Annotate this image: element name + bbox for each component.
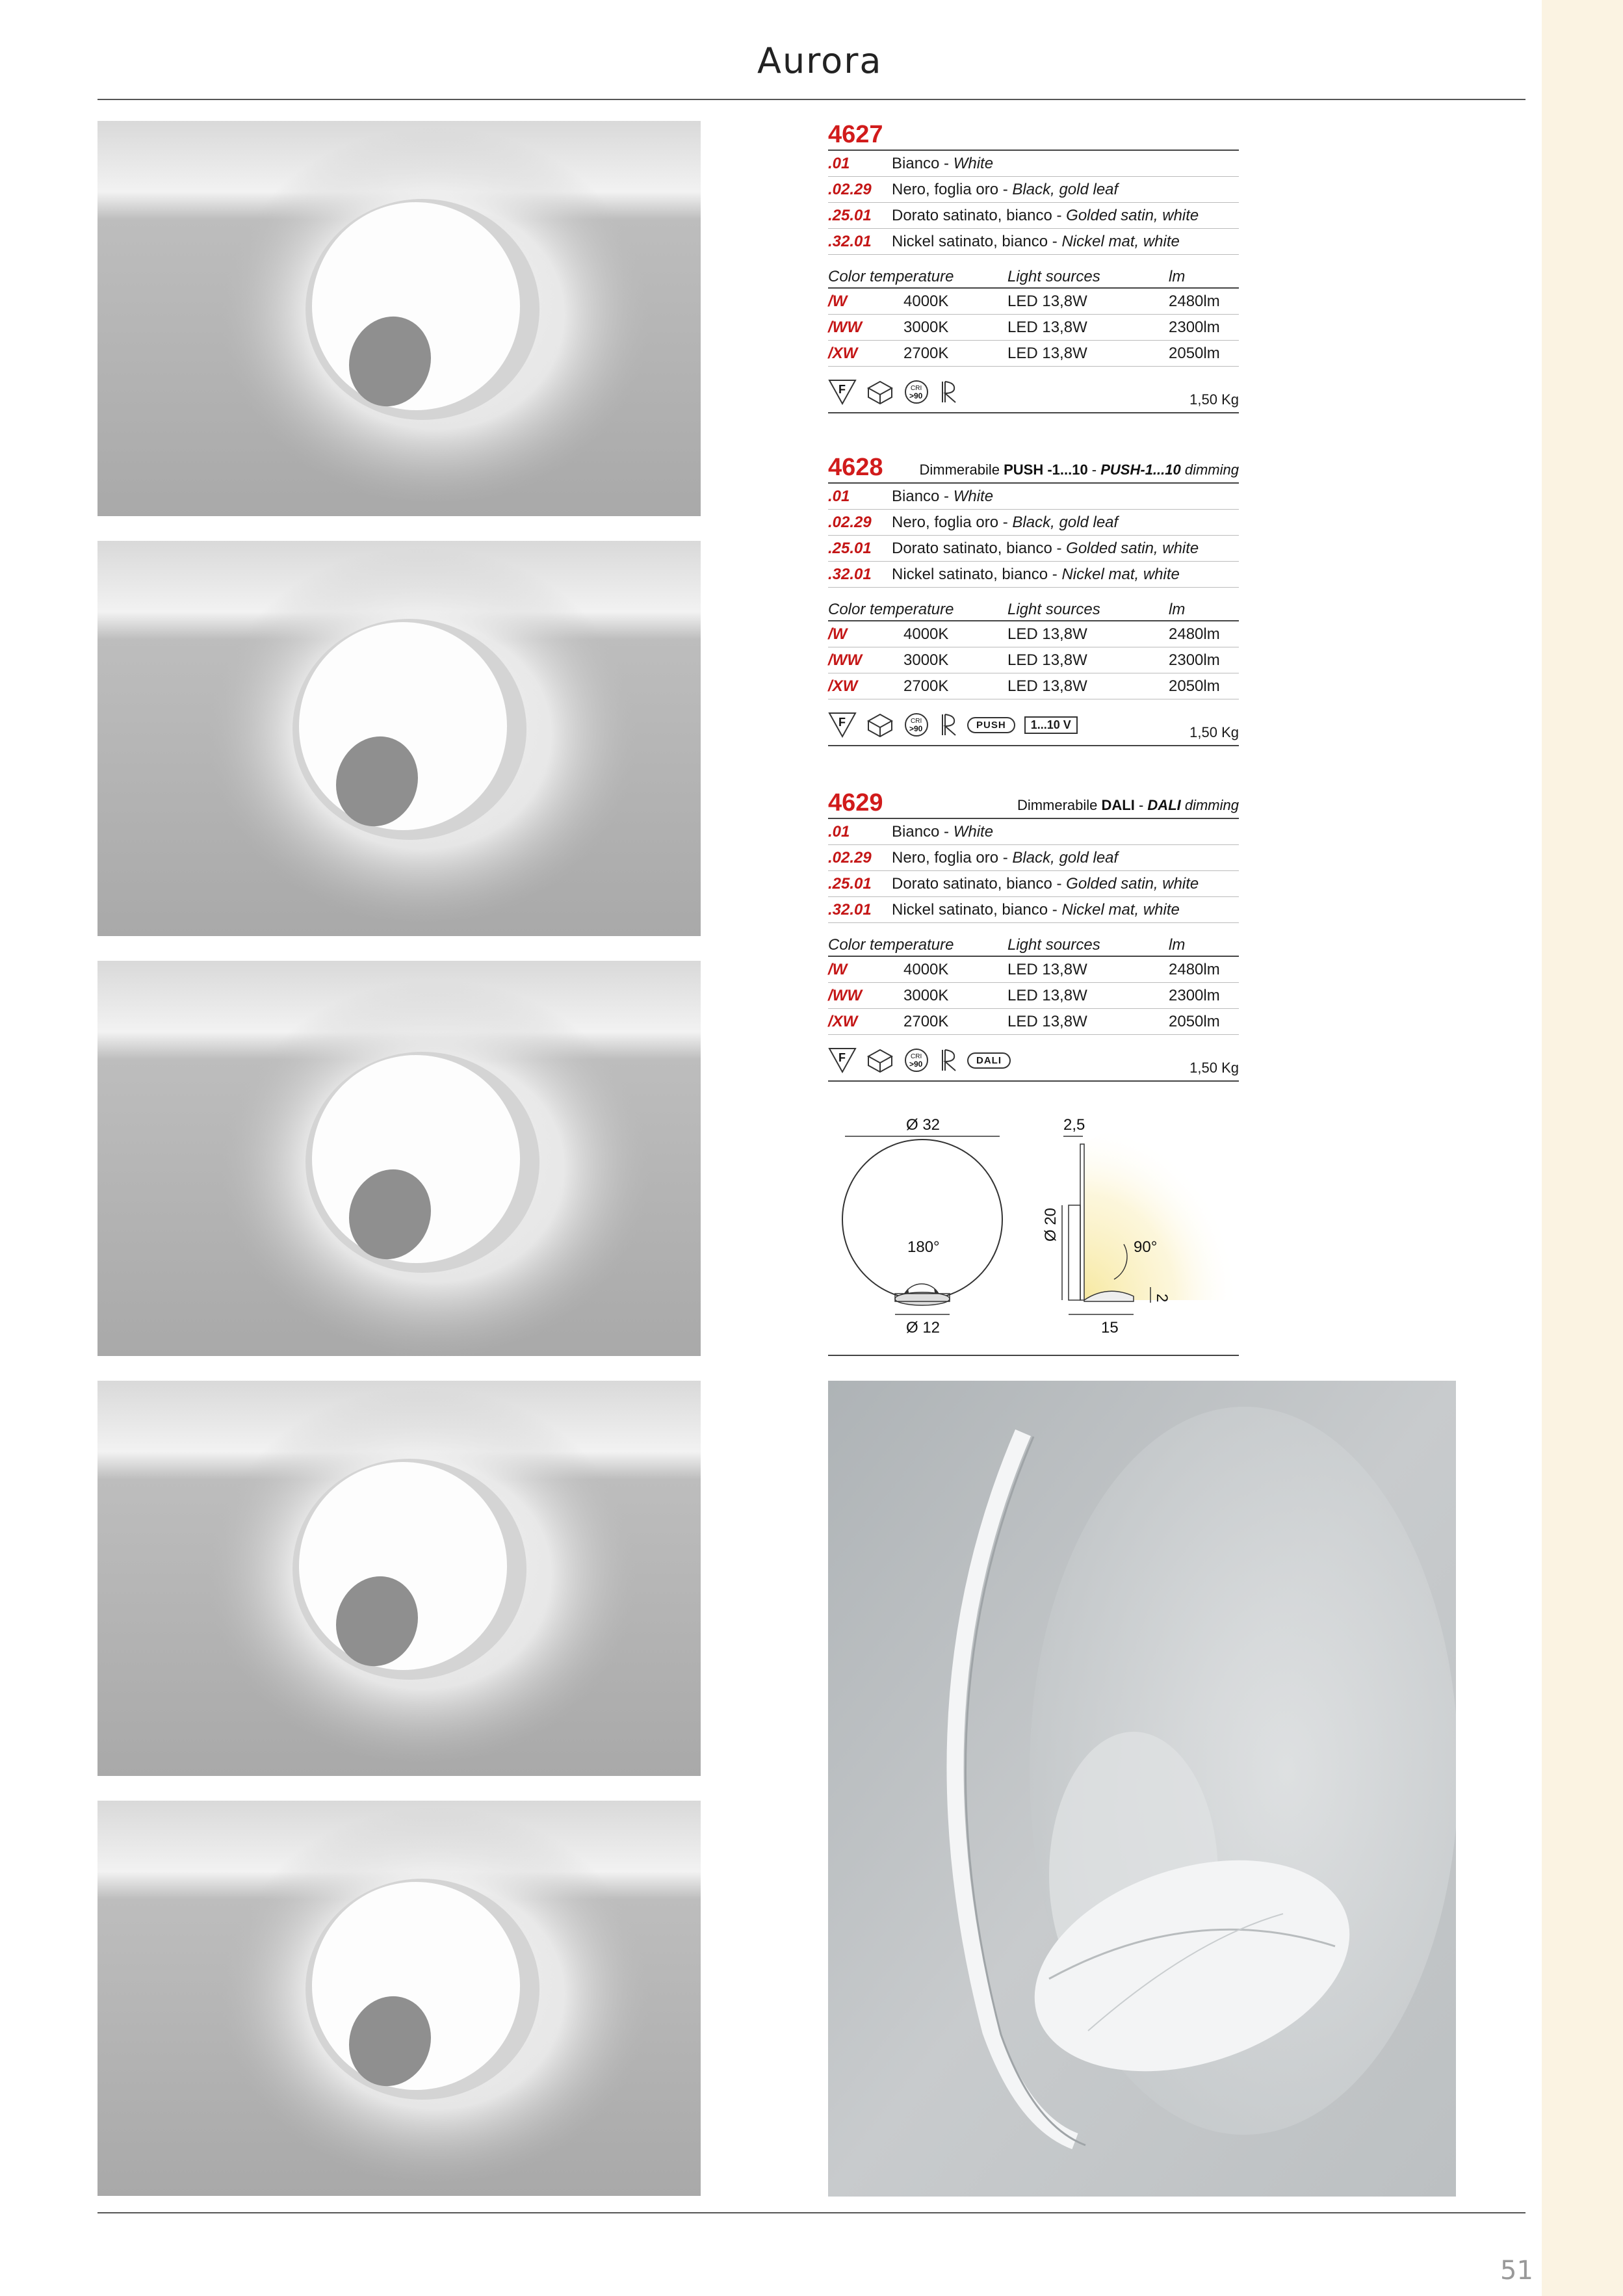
lumen-value: 2480lm: [1169, 292, 1220, 310]
product-photo-1: [97, 121, 701, 516]
finish-code: .25.01: [828, 539, 872, 557]
finish-row: [828, 510, 1239, 536]
finish-description: Nero, foglia oro - Black, gold leaf: [892, 513, 1119, 531]
dali-badge: DALI: [967, 1052, 1011, 1069]
finish-code: .02.29: [828, 513, 872, 531]
finish-code: .25.01: [828, 206, 872, 224]
product-header: [828, 785, 1239, 819]
kelvin-value: 3000K: [903, 651, 949, 669]
lumen-value: 2050lm: [1169, 1012, 1220, 1030]
finish-row: [828, 484, 1239, 510]
r-mark-icon: [939, 379, 958, 405]
finish-description: Nero, foglia oro - Black, gold leaf: [892, 180, 1119, 198]
finish-description: Nickel satinato, bianco - Nickel mat, white: [892, 565, 1180, 583]
top-divider: [97, 99, 1526, 100]
temperature-row: [828, 621, 1239, 647]
kelvin-value: 2700K: [903, 344, 949, 362]
certification-icons: [828, 372, 1239, 413]
rotation-label: 180°: [907, 1238, 940, 1256]
svg-text:F: F: [838, 1051, 846, 1064]
temperature-row: [828, 957, 1239, 983]
svg-text:F: F: [838, 716, 846, 729]
product-spec-4629: [828, 785, 1239, 1082]
temperature-code: /W: [828, 292, 848, 310]
temperature-row: [828, 983, 1239, 1009]
temperature-code: /W: [828, 625, 848, 643]
finish-row: [828, 536, 1239, 562]
product-photo-4: [97, 1381, 701, 1776]
lumen-value: 2480lm: [1169, 625, 1220, 643]
product-photo-5: [97, 1801, 701, 2196]
page-title: Aurora: [757, 40, 883, 81]
product-spec-4627: [828, 117, 1239, 413]
svg-text:>90: >90: [909, 724, 923, 733]
lumen-value: 2300lm: [1169, 651, 1220, 669]
product-code: 4627: [828, 121, 883, 148]
finish-row: [828, 897, 1239, 923]
temperature-row: [828, 647, 1239, 673]
finish-code: .01: [828, 487, 850, 505]
finish-description: Nickel satinato, bianco - Nickel mat, white: [892, 900, 1180, 919]
side-color-strip: [1542, 0, 1623, 2296]
weight-value: 1,50 Kg: [1189, 1060, 1239, 1076]
height-label: Ø 20: [1042, 1207, 1059, 1242]
temperature-row: [828, 315, 1239, 341]
push-badge: PUSH: [967, 717, 1015, 733]
temperature-code: /WW: [828, 318, 862, 336]
kelvin-value: 2700K: [903, 677, 949, 695]
product-spec-4628: [828, 450, 1239, 746]
f-mark-icon: [828, 712, 857, 738]
kelvin-value: 3000K: [903, 318, 949, 336]
certification-icons: [828, 1040, 1239, 1082]
product-header: [828, 450, 1239, 484]
temperature-code: /XW: [828, 1012, 858, 1030]
finish-row: [828, 203, 1239, 229]
light-source: LED 13,8W: [1007, 625, 1087, 643]
light-source: LED 13,8W: [1007, 960, 1087, 978]
installation-icon: [866, 1047, 894, 1073]
lumen-value: 2300lm: [1169, 318, 1220, 336]
product-photo-large: [828, 1381, 1456, 2197]
cri-icon: [903, 379, 929, 405]
diameter-top-label: Ø 32: [906, 1116, 941, 1134]
temperature-row: [828, 289, 1239, 315]
finish-description: Dorato satinato, bianco - Golded satin, white: [892, 874, 1199, 893]
temperature-code: /XW: [828, 677, 858, 695]
temperature-code: /XW: [828, 344, 858, 362]
bottom-divider: [97, 2212, 1526, 2213]
weight-value: 1,50 Kg: [1189, 391, 1239, 408]
finish-description: Bianco - White: [892, 487, 994, 505]
technical-drawing: [828, 1105, 1239, 1356]
finish-description: Bianco - White: [892, 822, 994, 841]
projection-label: 15: [1101, 1319, 1119, 1337]
finish-code: .02.29: [828, 180, 872, 198]
temperature-code: /WW: [828, 651, 862, 669]
temperature-row: [828, 1009, 1239, 1035]
kelvin-value: 4000K: [903, 292, 949, 310]
light-source: LED 13,8W: [1007, 344, 1087, 362]
drawing-divider: [828, 1355, 1239, 1356]
product-photo-3: [97, 961, 701, 1356]
page-number: 51: [1500, 2256, 1533, 2286]
svg-text:>90: >90: [909, 1060, 923, 1069]
finish-code: .32.01: [828, 232, 872, 250]
finish-row: [828, 151, 1239, 177]
finish-row: [828, 871, 1239, 897]
voltage-range-badge: 1...10 V: [1024, 716, 1078, 734]
cri-icon: [903, 1047, 929, 1073]
finish-code: .02.29: [828, 848, 872, 867]
tilt-label: 90°: [1134, 1238, 1158, 1256]
installation-icon: [866, 712, 894, 738]
product-code: 4628: [828, 454, 883, 481]
kelvin-value: 4000K: [903, 625, 949, 643]
depth-label: 2,5: [1063, 1116, 1085, 1134]
finish-code: .25.01: [828, 874, 872, 893]
lumen-value: 2300lm: [1169, 986, 1220, 1004]
finish-row: [828, 177, 1239, 203]
lumen-value: 2480lm: [1169, 960, 1220, 978]
temperature-code: /WW: [828, 986, 862, 1004]
dimming-note: Dimmerabile DALI - DALI dimming: [1017, 797, 1239, 813]
diameter-base-label: Ø 12: [906, 1319, 941, 1337]
light-source: LED 13,8W: [1007, 318, 1087, 336]
product-header: [828, 117, 1239, 151]
finish-row: [828, 562, 1239, 588]
svg-text:CRI: CRI: [911, 718, 922, 725]
light-source: LED 13,8W: [1007, 651, 1087, 669]
finish-code: .32.01: [828, 565, 872, 583]
cri-icon: [903, 712, 929, 738]
kelvin-value: 2700K: [903, 1012, 949, 1030]
light-source: LED 13,8W: [1007, 677, 1087, 695]
light-source: LED 13,8W: [1007, 986, 1087, 1004]
f-mark-icon: [828, 1047, 857, 1073]
finish-row: [828, 819, 1239, 845]
finish-description: Dorato satinato, bianco - Golded satin, white: [892, 539, 1199, 557]
r-mark-icon: [939, 712, 958, 738]
temperature-header: Color temperature Light sources lm: [828, 595, 1239, 621]
finish-row: [828, 845, 1239, 871]
finish-code: .01: [828, 822, 850, 841]
svg-text:CRI: CRI: [911, 1053, 922, 1060]
finish-code: .01: [828, 154, 850, 172]
r-mark-icon: [939, 1047, 958, 1073]
temperature-header: Color temperature Light sources lm: [828, 263, 1239, 289]
light-source: LED 13,8W: [1007, 1012, 1087, 1030]
f-mark-icon: [828, 379, 857, 405]
kelvin-value: 4000K: [903, 960, 949, 978]
temperature-header: Color temperature Light sources lm: [828, 931, 1239, 957]
finish-description: Nero, foglia oro - Black, gold leaf: [892, 848, 1119, 867]
svg-text:F: F: [838, 383, 846, 396]
finish-row: [828, 229, 1239, 255]
temperature-row: [828, 341, 1239, 367]
lumen-value: 2050lm: [1169, 344, 1220, 362]
light-source: LED 13,8W: [1007, 292, 1087, 310]
product-photo-2: [97, 541, 701, 936]
finish-description: Nickel satinato, bianco - Nickel mat, white: [892, 232, 1180, 250]
certification-icons: [828, 705, 1239, 746]
finish-description: Dorato satinato, bianco - Golded satin, white: [892, 206, 1199, 224]
weight-value: 1,50 Kg: [1189, 724, 1239, 740]
lumen-value: 2050lm: [1169, 677, 1220, 695]
temperature-code: /W: [828, 960, 848, 978]
svg-text:>90: >90: [909, 391, 923, 400]
temperature-row: [828, 673, 1239, 699]
product-code: 4629: [828, 789, 883, 816]
installation-icon: [866, 379, 894, 405]
finish-description: Bianco - White: [892, 154, 994, 172]
kelvin-value: 3000K: [903, 986, 949, 1004]
svg-text:CRI: CRI: [911, 385, 922, 392]
base-height-label: 2: [1153, 1294, 1171, 1303]
finish-code: .32.01: [828, 900, 872, 919]
dimming-note: Dimmerabile PUSH -1...10 - PUSH-1...10 dimming: [919, 462, 1239, 478]
